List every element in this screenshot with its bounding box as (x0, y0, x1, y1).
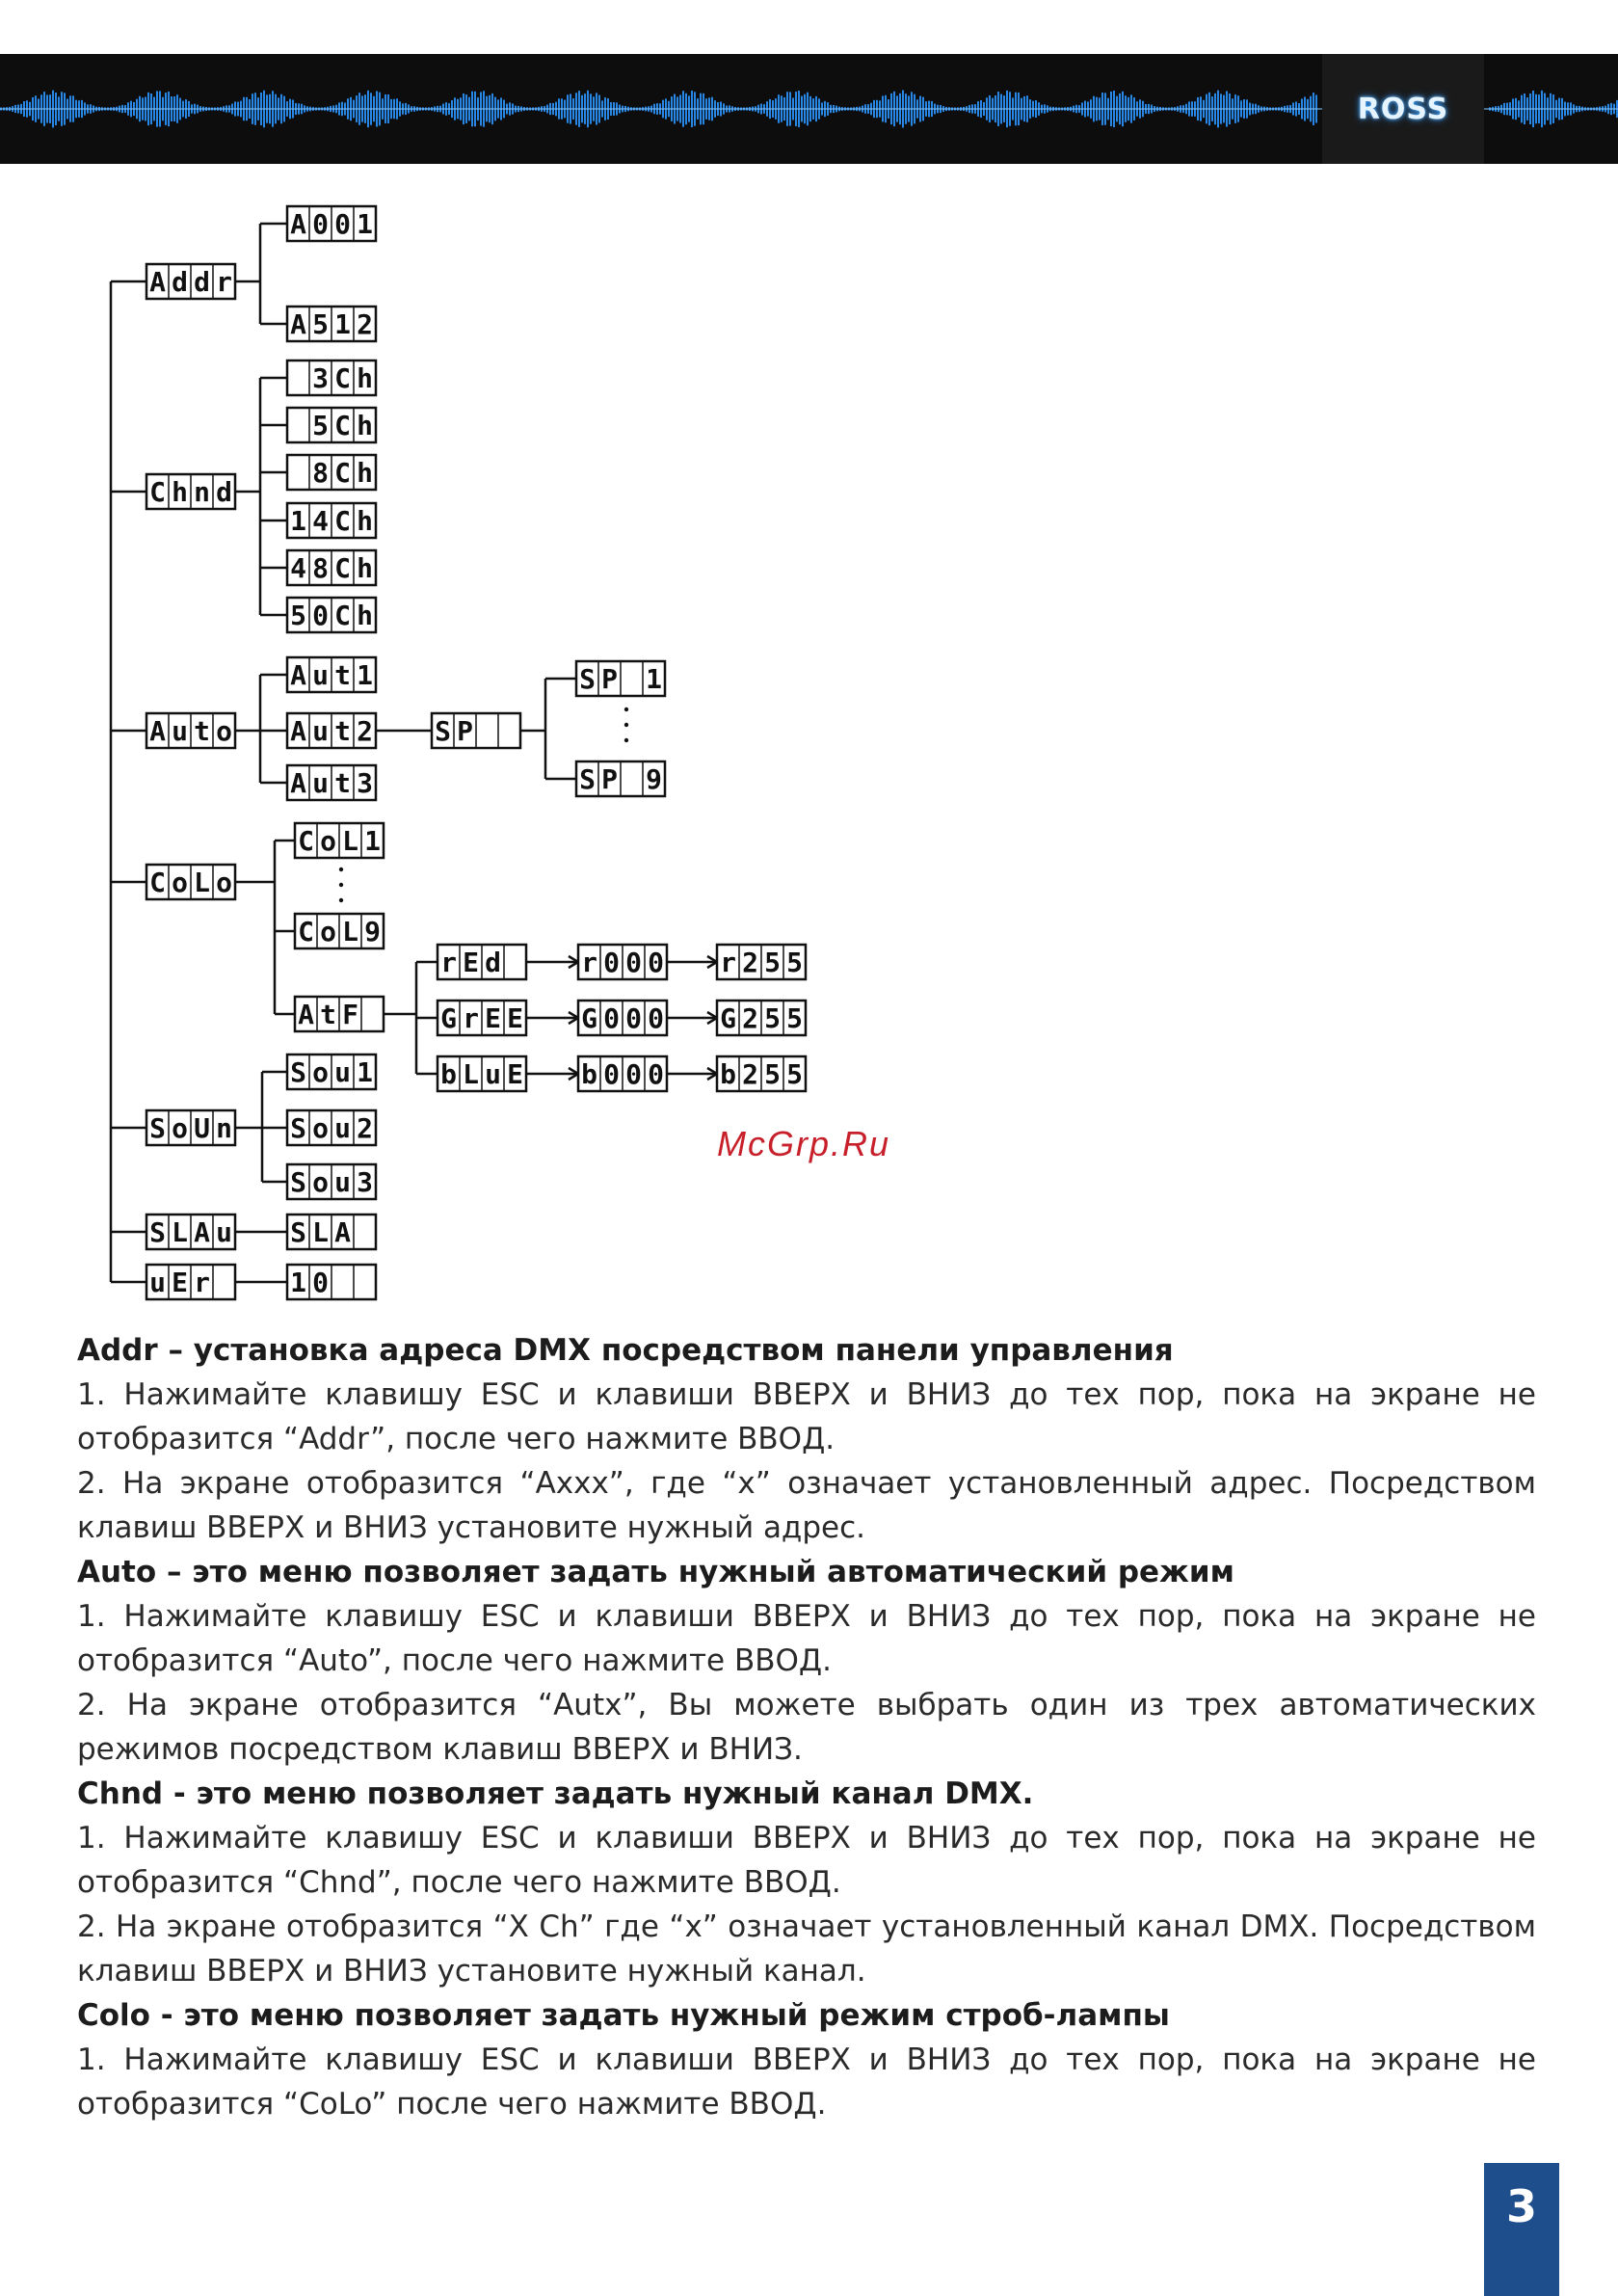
rgb-min-value (578, 945, 667, 979)
colo-option (295, 997, 384, 1031)
instructions-text (77, 1328, 1536, 2126)
chnd-option (287, 360, 376, 395)
lcd-label: C o L 1 (298, 825, 381, 857)
brand-logo (1322, 54, 1484, 164)
ellipsis-dot (624, 707, 628, 711)
menu-node-soun (146, 1110, 235, 1145)
auto-option (287, 713, 376, 748)
lcd-label: S P (435, 715, 473, 747)
lcd-label: S L A (290, 1216, 351, 1248)
lcd-label: S P 9 (579, 763, 662, 795)
lcd-label: r 2 5 5 (720, 947, 803, 978)
colo-option (295, 914, 384, 948)
section-heading-colo: Colo - это меню позволяет задать нужный режим строб-лампы (77, 1998, 1170, 2033)
lcd-label: A d d r (149, 266, 232, 298)
lcd-label: A u t 1 (290, 659, 373, 691)
lcd-label: S P 1 (579, 663, 662, 695)
soun-option (287, 1164, 376, 1199)
lcd-label: 3 C h (312, 362, 373, 394)
lcd-label: G 2 5 5 (720, 1002, 803, 1034)
atf-color-1 (438, 1001, 526, 1035)
section-paragraph: 2. На экране отобразится “Autx”, Вы можете выбрать один из трех автоматических режимов посредством клавиш ВВЕРХ и ВНИЗ. (77, 1688, 1536, 1767)
section-paragraph: 1. Нажимайте клавишу ESC и клавиши ВВЕРХ и ВНИЗ до тех пор, пока на экране не отобразится “CoLo” после чего нажмите ВВОД. (77, 2042, 1536, 2122)
menu-node-uer (146, 1265, 235, 1299)
lcd-label: G r E E (440, 1002, 523, 1034)
ellipsis-dot (624, 738, 628, 742)
rgb-max-value (717, 945, 806, 979)
atf-color-0 (438, 945, 526, 979)
lcd-label: 4 8 C h (290, 552, 373, 584)
lcd-label: A u t 3 (290, 767, 373, 799)
addr-option (287, 206, 376, 241)
lcd-label: A 0 0 1 (290, 208, 373, 240)
chnd-option (287, 598, 376, 632)
lcd-label: C h n d (149, 476, 232, 508)
lcd-label: b L u E (440, 1058, 523, 1090)
rgb-max-value (717, 1056, 806, 1091)
chnd-option (287, 455, 376, 490)
page-number-badge (1484, 2163, 1559, 2296)
atf-color-2 (438, 1056, 526, 1091)
section-paragraph: 1. Нажимайте клавишу ESC и клавиши ВВЕРХ и ВНИЗ до тех пор, пока на экране не отобразится “Chnd”, после чего нажмите ВВОД. (77, 1821, 1536, 1900)
menu-node-colo (146, 865, 235, 899)
section-heading-addr: Addr – установка адреса DMX посредством панели управления (77, 1333, 1174, 1368)
lcd-label: S o u 3 (290, 1166, 373, 1198)
brand-logo-text: ROSS (1357, 92, 1449, 126)
chnd-option (287, 503, 376, 538)
lcd-label: S L A u (149, 1216, 232, 1248)
section-heading-auto: Auto – это меню позволяет задать нужный автоматический режим (77, 1555, 1234, 1589)
lcd-label: 5 0 C h (290, 600, 373, 631)
addr-option (287, 307, 376, 341)
colo-option (295, 823, 384, 858)
lcd-label: b 2 5 5 (720, 1058, 803, 1090)
lcd-label: u E r (149, 1267, 210, 1298)
lcd-label: 1 4 C h (290, 505, 373, 537)
speed-option (576, 661, 665, 696)
auto-option (287, 657, 376, 692)
auto-option (287, 765, 376, 800)
lcd-label: b 0 0 0 (581, 1058, 664, 1090)
lcd-label: G 0 0 0 (581, 1002, 664, 1034)
section-paragraph: 1. Нажимайте клавишу ESC и клавиши ВВЕРХ и ВНИЗ до тех пор, пока на экране не отобразится “Auto”, после чего нажмите ВВОД. (77, 1599, 1536, 1678)
lcd-label: C o L 9 (298, 916, 381, 948)
lcd-label: r 0 0 0 (581, 947, 664, 978)
section-paragraph: 2. На экране отобразится “X Ch” где “x” означает установленный канал DMX. Посредством клавиш ВВЕРХ и ВНИЗ установите нужный канал. (77, 1909, 1536, 1989)
menu-node-slau (146, 1215, 235, 1249)
rgb-min-value (578, 1056, 667, 1091)
ellipsis-dot (339, 898, 343, 902)
soun-option (287, 1055, 376, 1089)
slau-option (287, 1215, 376, 1249)
page-number: 3 (1505, 2180, 1537, 2232)
ellipsis-dot (339, 868, 343, 871)
section-heading-chnd: Chnd - это меню позволяет задать нужный канал DMX. (77, 1776, 1034, 1811)
lcd-label: A u t 2 (290, 715, 373, 747)
menu-node-auto (146, 713, 235, 748)
speed-option (576, 761, 665, 796)
lcd-label: r E d (440, 947, 501, 978)
section-paragraph: 2. На экране отобразится “Axxx”, где “x” означает установленный адрес. Посредством клавиш ВВЕРХ и ВНИЗ установите нужный адрес. (77, 1466, 1536, 1545)
menu-node-chnd (146, 474, 235, 509)
lcd-label: S o U n (149, 1112, 232, 1144)
speed-node (432, 713, 520, 748)
lcd-label: C o L o (149, 867, 232, 898)
lcd-label: 1 0 (290, 1267, 329, 1298)
lcd-label: 5 C h (312, 410, 373, 441)
soun-option (287, 1110, 376, 1145)
lcd-label: 8 C h (312, 457, 373, 489)
lcd-label: S o u 1 (290, 1056, 373, 1088)
section-paragraph: 1. Нажимайте клавишу ESC и клавиши ВВЕРХ и ВНИЗ до тех пор, пока на экране не отобразится “Addr”, после чего нажмите ВВОД. (77, 1377, 1536, 1456)
chnd-option (287, 408, 376, 442)
rgb-min-value (578, 1001, 667, 1035)
chnd-option (287, 550, 376, 585)
uer-option (287, 1265, 376, 1299)
lcd-label: A t F (298, 999, 358, 1030)
ellipsis-dot (339, 883, 343, 887)
lcd-label: S o u 2 (290, 1112, 373, 1144)
ellipsis-dot (624, 723, 628, 727)
menu-node-addr (146, 264, 235, 299)
rgb-max-value (717, 1001, 806, 1035)
watermark: McGrp.Ru (717, 1124, 891, 1163)
lcd-label: A 5 1 2 (290, 308, 373, 340)
lcd-label: A u t o (149, 715, 232, 747)
